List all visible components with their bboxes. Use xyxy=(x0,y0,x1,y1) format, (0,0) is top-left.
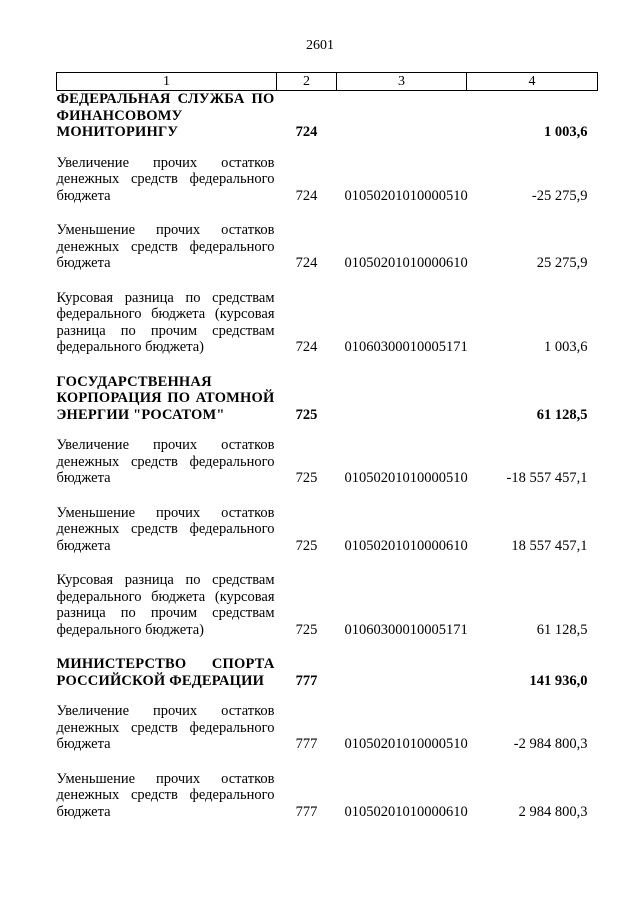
budget-classification-code: 01050201010000510 xyxy=(344,470,468,486)
budget-classification-code: 01050201010000510 xyxy=(344,187,468,204)
amount: 18 557 457,1 xyxy=(511,537,588,554)
budget-classification-code xyxy=(337,656,467,689)
organization-name: ГОСУДАРСТВЕННАЯ КОРПОРАЦИЯ ПО АТОМНОЙ ЭНЕРГИИ "РОСАТОМ" xyxy=(56,373,275,423)
row-spacer xyxy=(57,204,598,222)
item-description: Курсовая разница по средствам федерального бюджета (курсовая разница по прочим средствам федерального бюджета) xyxy=(56,289,275,355)
row-spacer xyxy=(57,689,598,703)
organization-row xyxy=(57,374,598,424)
budget-classification-code: 01050201010000510 xyxy=(344,736,468,752)
column-header-1: 1 xyxy=(57,73,277,91)
organization-row xyxy=(57,656,598,689)
admin-code: 725 xyxy=(295,621,318,638)
budget-item-row xyxy=(57,505,598,555)
amount: -25 275,9 xyxy=(531,187,588,204)
amount: 61 128,5 xyxy=(536,406,588,423)
organization-name: МИНИСТЕРСТВО СПОРТА РОССИЙСКОЙ ФЕДЕРАЦИИ xyxy=(56,656,275,689)
budget-classification-code: 01050201010000610 xyxy=(344,537,468,554)
row-spacer xyxy=(57,356,598,374)
row-spacer xyxy=(57,638,598,656)
item-description: Увеличение прочих остатков денежных средств федерального бюджета xyxy=(56,703,275,752)
amount: 1 003,6 xyxy=(544,339,588,355)
row-gap xyxy=(57,204,598,222)
budget-item-row xyxy=(57,437,598,487)
budget-item-row xyxy=(57,222,598,272)
row-gap xyxy=(57,554,598,572)
amount: 1 003,6 xyxy=(544,124,588,140)
table-body xyxy=(57,91,598,821)
admin-code: 724 xyxy=(295,339,318,355)
amount: 2 984 800,3 xyxy=(518,803,588,820)
admin-code: 777 xyxy=(295,672,318,689)
row-gap xyxy=(57,487,598,505)
budget-classification-code xyxy=(337,91,467,141)
admin-code: 724 xyxy=(295,255,318,271)
row-spacer xyxy=(57,753,598,771)
item-description: Курсовая разница по средствам федерального бюджета (курсовая разница по прочим средствам федерального бюджета) xyxy=(56,572,275,638)
amount: 141 936,0 xyxy=(529,672,588,689)
amount: 61 128,5 xyxy=(536,621,588,638)
budget-table xyxy=(56,72,598,820)
budget-item-row xyxy=(57,771,598,821)
item-description: Уменьшение прочих остатков денежных средств федерального бюджета xyxy=(56,770,275,820)
item-description: Увеличение прочих остатков денежных средств федерального бюджета xyxy=(56,437,275,486)
budget-item-row xyxy=(57,290,598,356)
row-spacer xyxy=(57,554,598,572)
budget-classification-code: 01060300010005171 xyxy=(344,621,468,638)
budget-classification-code: 01050201010000610 xyxy=(344,255,468,271)
table-header-row xyxy=(57,73,598,91)
budget-classification-code xyxy=(337,374,467,424)
admin-code: 724 xyxy=(295,124,318,140)
row-spacer xyxy=(57,423,598,437)
amount: -2 984 800,3 xyxy=(513,736,588,752)
organization-name: ФЕДЕРАЛЬНАЯ СЛУЖБА ПО ФИНАНСОВОМУ МОНИТОРИНГУ xyxy=(56,91,275,140)
row-gap xyxy=(57,141,598,155)
row-spacer xyxy=(57,272,598,290)
column-header-4: 4 xyxy=(467,73,598,91)
row-gap xyxy=(57,423,598,437)
admin-code: 725 xyxy=(295,470,318,486)
amount: -18 557 457,1 xyxy=(506,470,588,486)
admin-code: 777 xyxy=(295,803,318,820)
budget-classification-code: 01060300010005171 xyxy=(344,339,468,355)
admin-code: 725 xyxy=(295,537,318,554)
item-description: Увеличение прочих остатков денежных средств федерального бюджета xyxy=(56,154,275,204)
item-description: Уменьшение прочих остатков денежных средств федерального бюджета xyxy=(56,222,275,271)
column-header-2: 2 xyxy=(277,73,337,91)
budget-item-row xyxy=(57,572,598,638)
organization-row xyxy=(57,91,598,141)
item-description: Уменьшение прочих остатков денежных средств федерального бюджета xyxy=(56,504,275,554)
row-spacer xyxy=(57,487,598,505)
row-spacer xyxy=(57,141,598,155)
budget-item-row xyxy=(57,155,598,205)
admin-code: 724 xyxy=(295,187,318,204)
admin-code: 725 xyxy=(295,406,318,423)
budget-classification-code: 01050201010000610 xyxy=(344,803,468,820)
row-gap xyxy=(57,638,598,656)
row-gap xyxy=(57,689,598,703)
row-gap xyxy=(57,753,598,771)
admin-code: 777 xyxy=(295,736,318,752)
column-header-3: 3 xyxy=(337,73,467,91)
amount: 25 275,9 xyxy=(536,255,588,271)
budget-item-row xyxy=(57,703,598,753)
page-number: 2601 xyxy=(306,38,334,53)
row-gap xyxy=(57,356,598,374)
row-gap xyxy=(57,272,598,290)
